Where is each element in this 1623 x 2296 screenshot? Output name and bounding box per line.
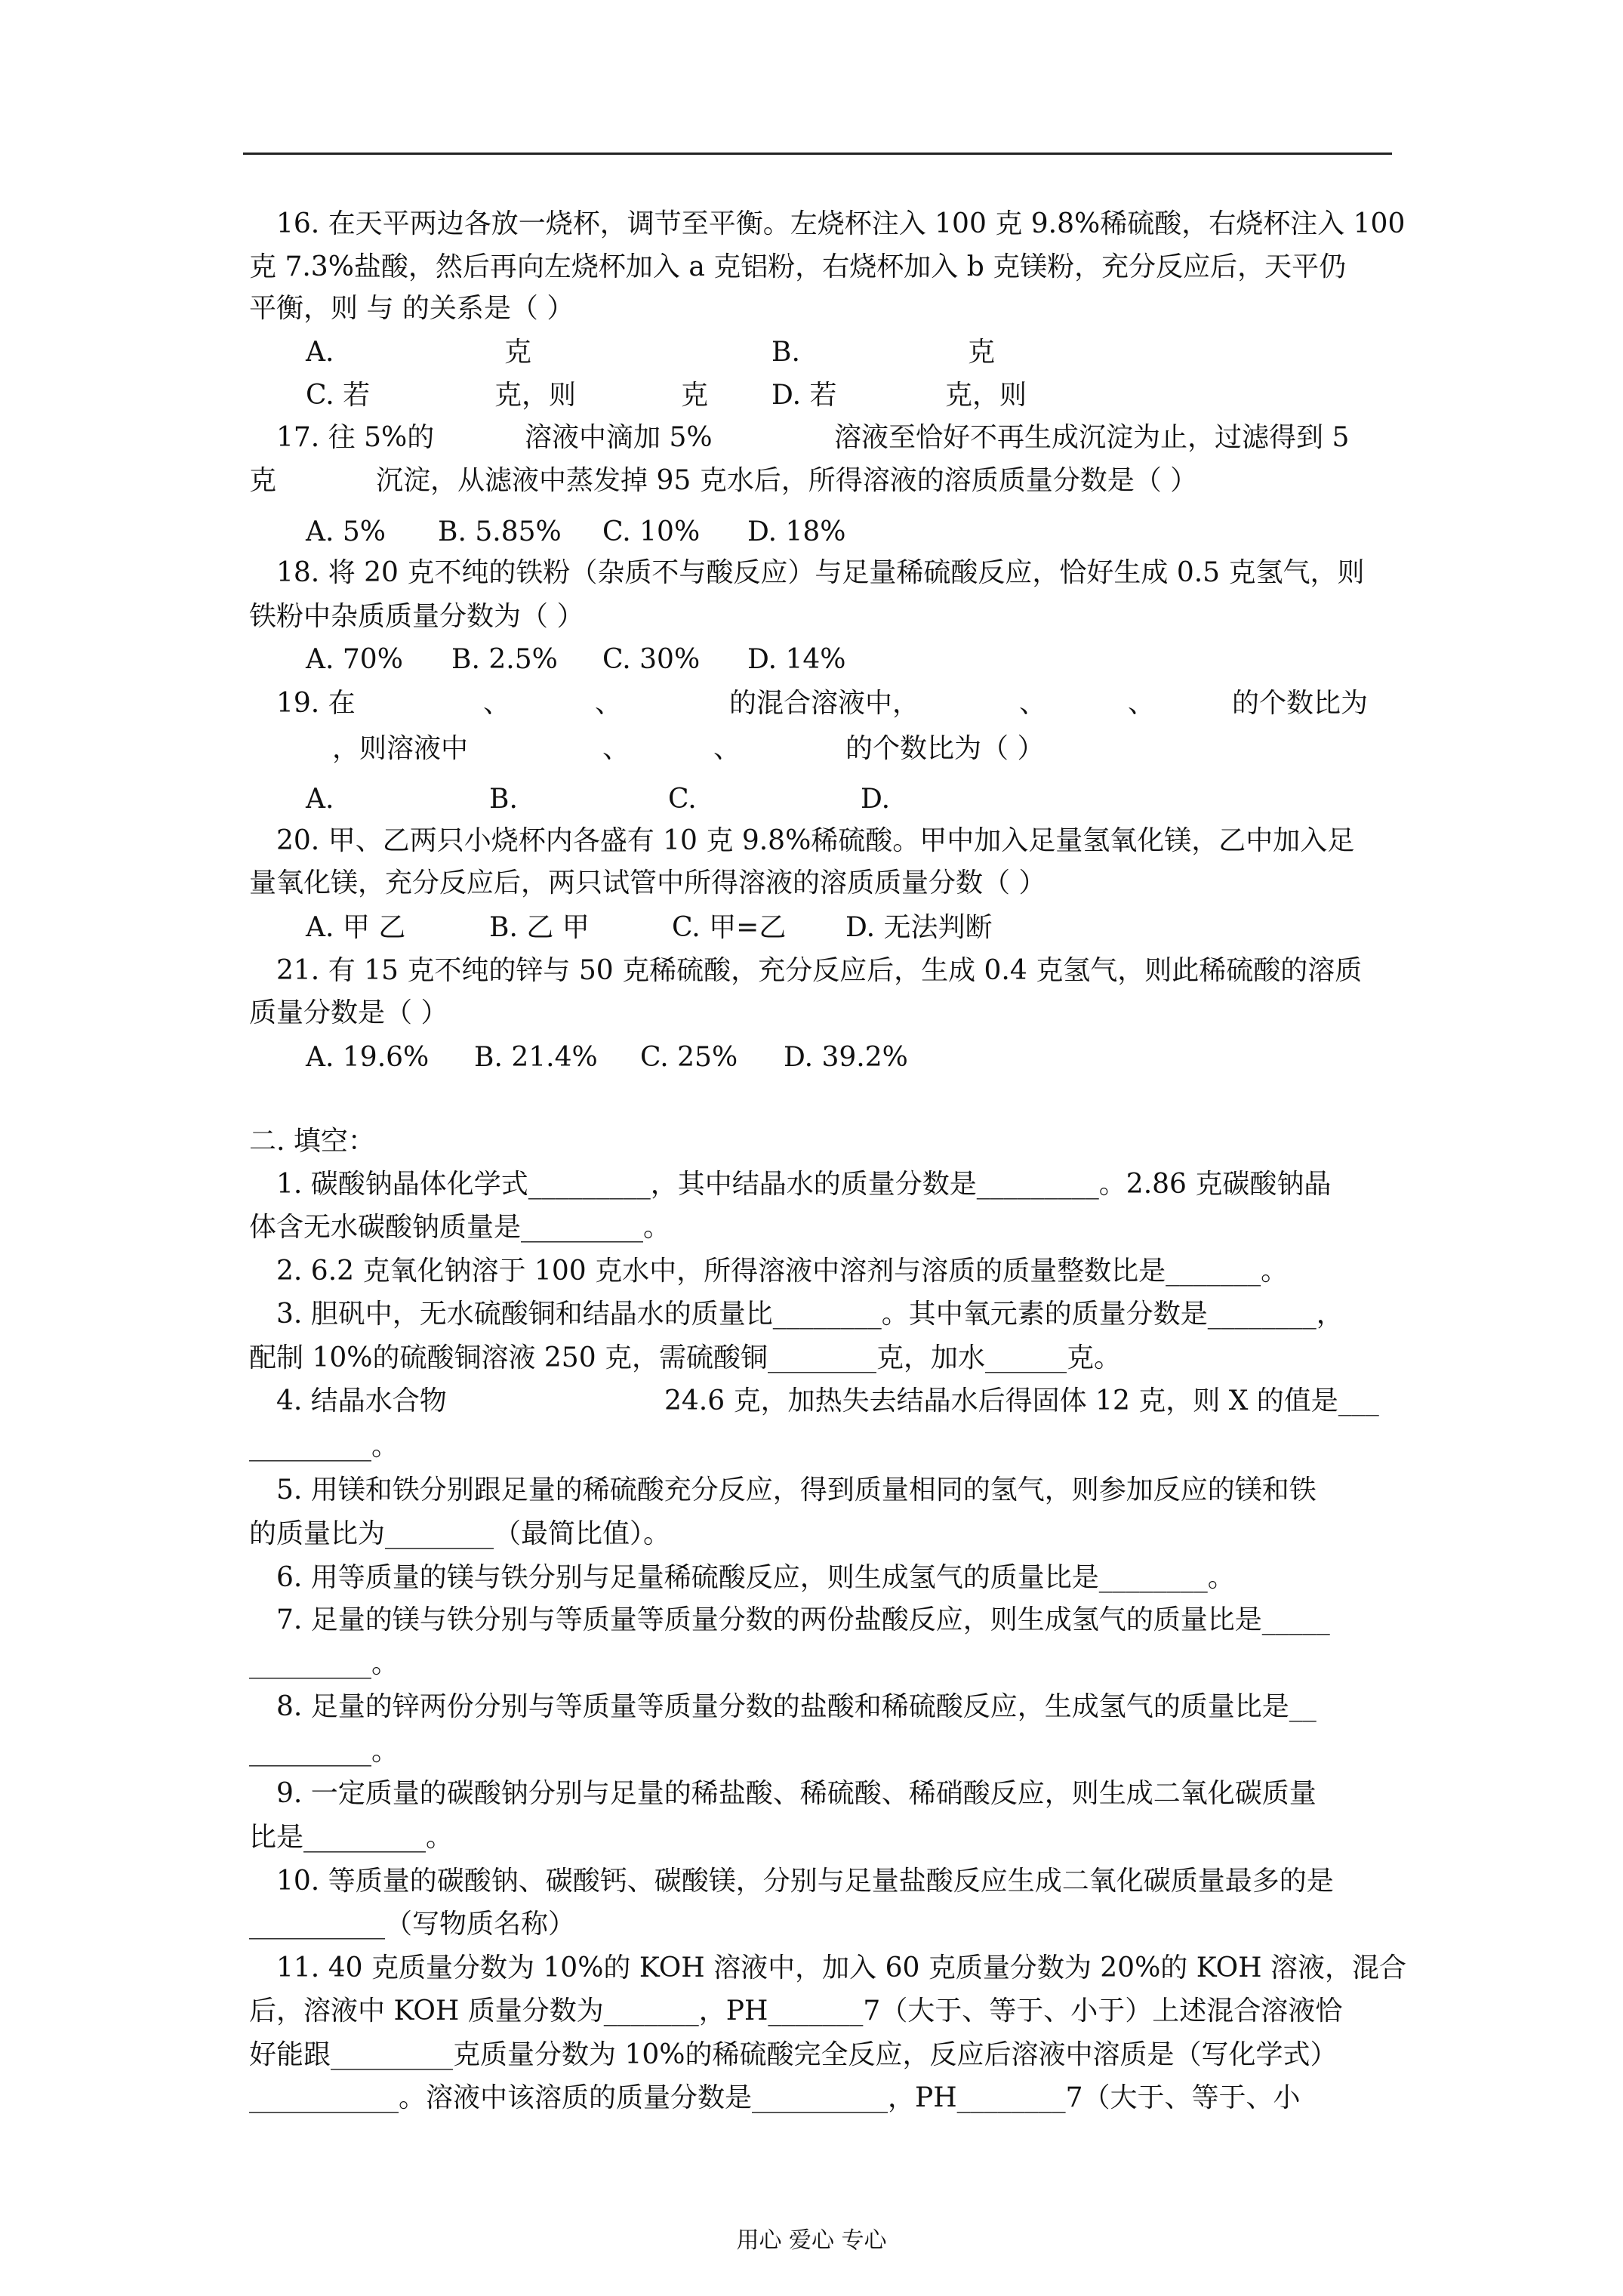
- q16-option-c: C. 若: [306, 380, 371, 411]
- q16-option-b: B.: [771, 337, 800, 368]
- page-footer: 用心 爱心 专心: [736, 2227, 887, 2254]
- q16-option-a: A.: [306, 337, 334, 368]
- q16-option-d: D. 若: [771, 380, 837, 411]
- header-rule: [243, 153, 1392, 155]
